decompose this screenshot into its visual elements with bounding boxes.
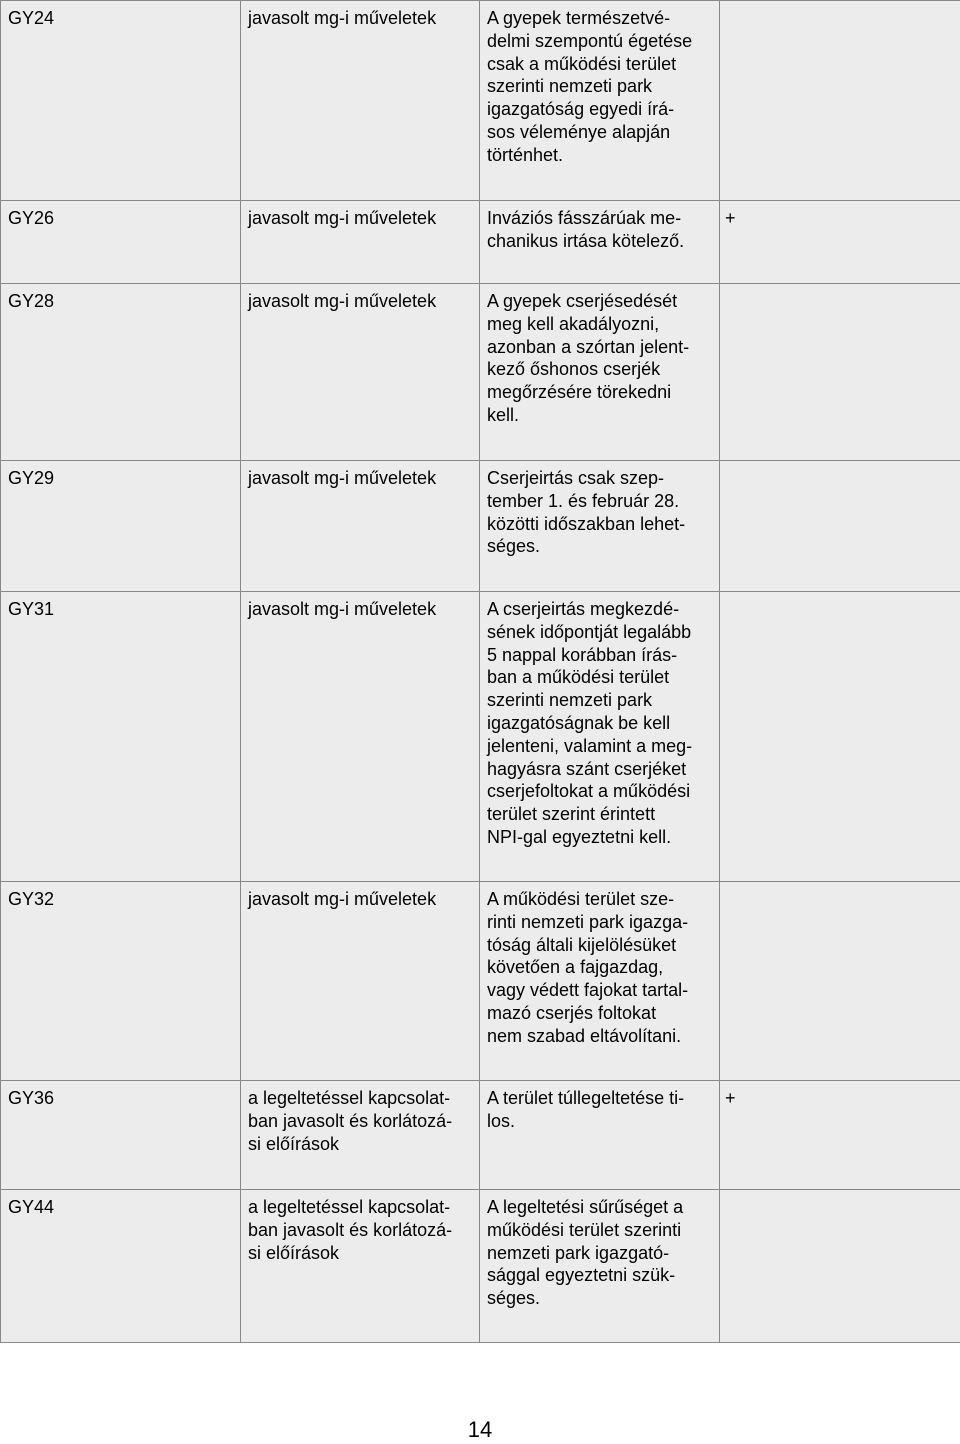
cell-type: [241, 1081, 480, 1190]
cell-type: javasolt mg-i műveletek: [241, 284, 480, 461]
desc-line: A legeltetési sűrűséget a: [487, 1197, 684, 1217]
cell-code: GY29: [1, 461, 241, 592]
cell-desc: [480, 1081, 720, 1190]
cell-desc: [480, 1190, 720, 1343]
desc-line: sággal egyeztetni szük-: [487, 1265, 676, 1286]
cell-type: javasolt mg-i műveletek: [241, 1, 480, 201]
type-line: a legeltetéssel kapcsolat-: [248, 1197, 451, 1217]
type-line: ban javasolt és korlátozá-: [248, 1219, 453, 1240]
desc-line: A terület túllegeltetése ti-: [487, 1088, 685, 1108]
type-line: si előírások: [248, 1133, 340, 1154]
table-row: [1, 284, 960, 461]
desc-line: azonban a szórtan jelent-: [487, 336, 690, 357]
cell-code: GY24: [1, 1, 241, 201]
desc-line: séges.: [487, 536, 541, 557]
desc-line: los.: [487, 1110, 516, 1131]
table-row: [1, 1190, 960, 1343]
desc-line: csak a működési terület: [487, 53, 677, 74]
cell-code: GY26: [1, 201, 241, 284]
table-row: [1, 1, 960, 201]
desc-line: NPI-gal egyeztetni kell.: [487, 826, 672, 847]
cell-desc: [480, 592, 720, 882]
desc-line: tóság általi kijelölésüket: [487, 934, 677, 955]
desc-line: delmi szempontú égetése: [487, 30, 693, 51]
desc-line: jelenteni, valamint a meg-: [487, 735, 693, 756]
desc-line: igazgatóságnak be kell: [487, 712, 671, 733]
cell-type: javasolt mg-i műveletek: [241, 592, 480, 882]
cell-desc: [480, 461, 720, 592]
cell-code: GY32: [1, 882, 241, 1081]
cell-code: GY28: [1, 284, 241, 461]
table-row: [1, 201, 960, 284]
cell-mark: [720, 592, 960, 882]
desc-line: tember 1. és február 28.: [487, 490, 680, 511]
desc-line: ban a működési terület: [487, 667, 670, 688]
desc-line: 5 nappal korábban írás-: [487, 644, 678, 665]
type-line: a legeltetéssel kapcsolat-: [248, 1088, 451, 1108]
desc-line: sének időpontját legalább: [487, 621, 692, 642]
desc-line: közötti időszakban lehet-: [487, 513, 686, 534]
cell-desc: [480, 201, 720, 284]
table-row: [1, 592, 960, 882]
desc-line: működési terület szerinti: [487, 1219, 682, 1240]
desc-line: kező őshonos cserjék: [487, 359, 661, 380]
cell-type: [241, 1190, 480, 1343]
desc-line: nemzeti park igazgató-: [487, 1242, 670, 1263]
cell-mark: [720, 882, 960, 1081]
desc-line: terület szerint érintett: [487, 804, 656, 825]
desc-line: A gyepek cserjésedését: [487, 291, 678, 311]
desc-line: hagyásra szánt cserjéket: [487, 758, 687, 779]
desc-line: rinti nemzeti park igazga-: [487, 911, 689, 932]
desc-line: megőrzésére törekedni: [487, 382, 672, 403]
desc-line: igazgatóság egyedi írá-: [487, 99, 675, 120]
table-row: [1, 1081, 960, 1190]
desc-line: szerinti nemzeti park: [487, 690, 653, 711]
cell-code: GY44: [1, 1190, 241, 1343]
table-row: [1, 882, 960, 1081]
cell-mark: [720, 461, 960, 592]
desc-line: A cserjeirtás megkezdé-: [487, 599, 680, 619]
desc-line: mazó cserjés foltokat: [487, 1002, 657, 1023]
desc-line: követően a fajgazdag,: [487, 957, 664, 978]
page-number: 14: [467, 1417, 493, 1442]
cell-desc: [480, 284, 720, 461]
table-row: [1, 461, 960, 592]
cell-type: javasolt mg-i műveletek: [241, 201, 480, 284]
cell-desc: [480, 1, 720, 201]
cell-mark: +: [720, 201, 960, 284]
desc-line: cserjefoltokat a működési: [487, 781, 691, 802]
cell-mark: [720, 284, 960, 461]
cell-type: javasolt mg-i műveletek: [241, 461, 480, 592]
desc-line: A működési terület sze-: [487, 889, 675, 909]
desc-line: sos véleménye alapján: [487, 121, 671, 142]
cell-mark: [720, 1190, 960, 1343]
desc-line: A gyepek természetvé-: [487, 8, 671, 28]
cell-mark: [720, 1, 960, 201]
desc-line: nem szabad eltávolítani.: [487, 1025, 682, 1046]
desc-line: Inváziós fásszárúak me-: [487, 208, 682, 228]
type-line: ban javasolt és korlátozá-: [248, 1110, 453, 1131]
desc-line: meg kell akadályozni,: [487, 313, 660, 334]
cell-desc: [480, 882, 720, 1081]
cell-code: GY31: [1, 592, 241, 882]
desc-line: chanikus irtása kötelező.: [487, 230, 685, 251]
cell-type: javasolt mg-i műveletek: [241, 882, 480, 1081]
desc-line: séges.: [487, 1288, 541, 1309]
desc-line: szerinti nemzeti park: [487, 76, 653, 97]
type-line: si előírások: [248, 1242, 340, 1263]
desc-line: kell.: [487, 404, 520, 425]
desc-line: történhet.: [487, 144, 564, 165]
cell-mark: +: [720, 1081, 960, 1190]
desc-line: Cserjeirtás csak szep-: [487, 468, 665, 488]
cell-code: GY36: [1, 1081, 241, 1190]
desc-line: vagy védett fajokat tartal-: [487, 980, 689, 1001]
